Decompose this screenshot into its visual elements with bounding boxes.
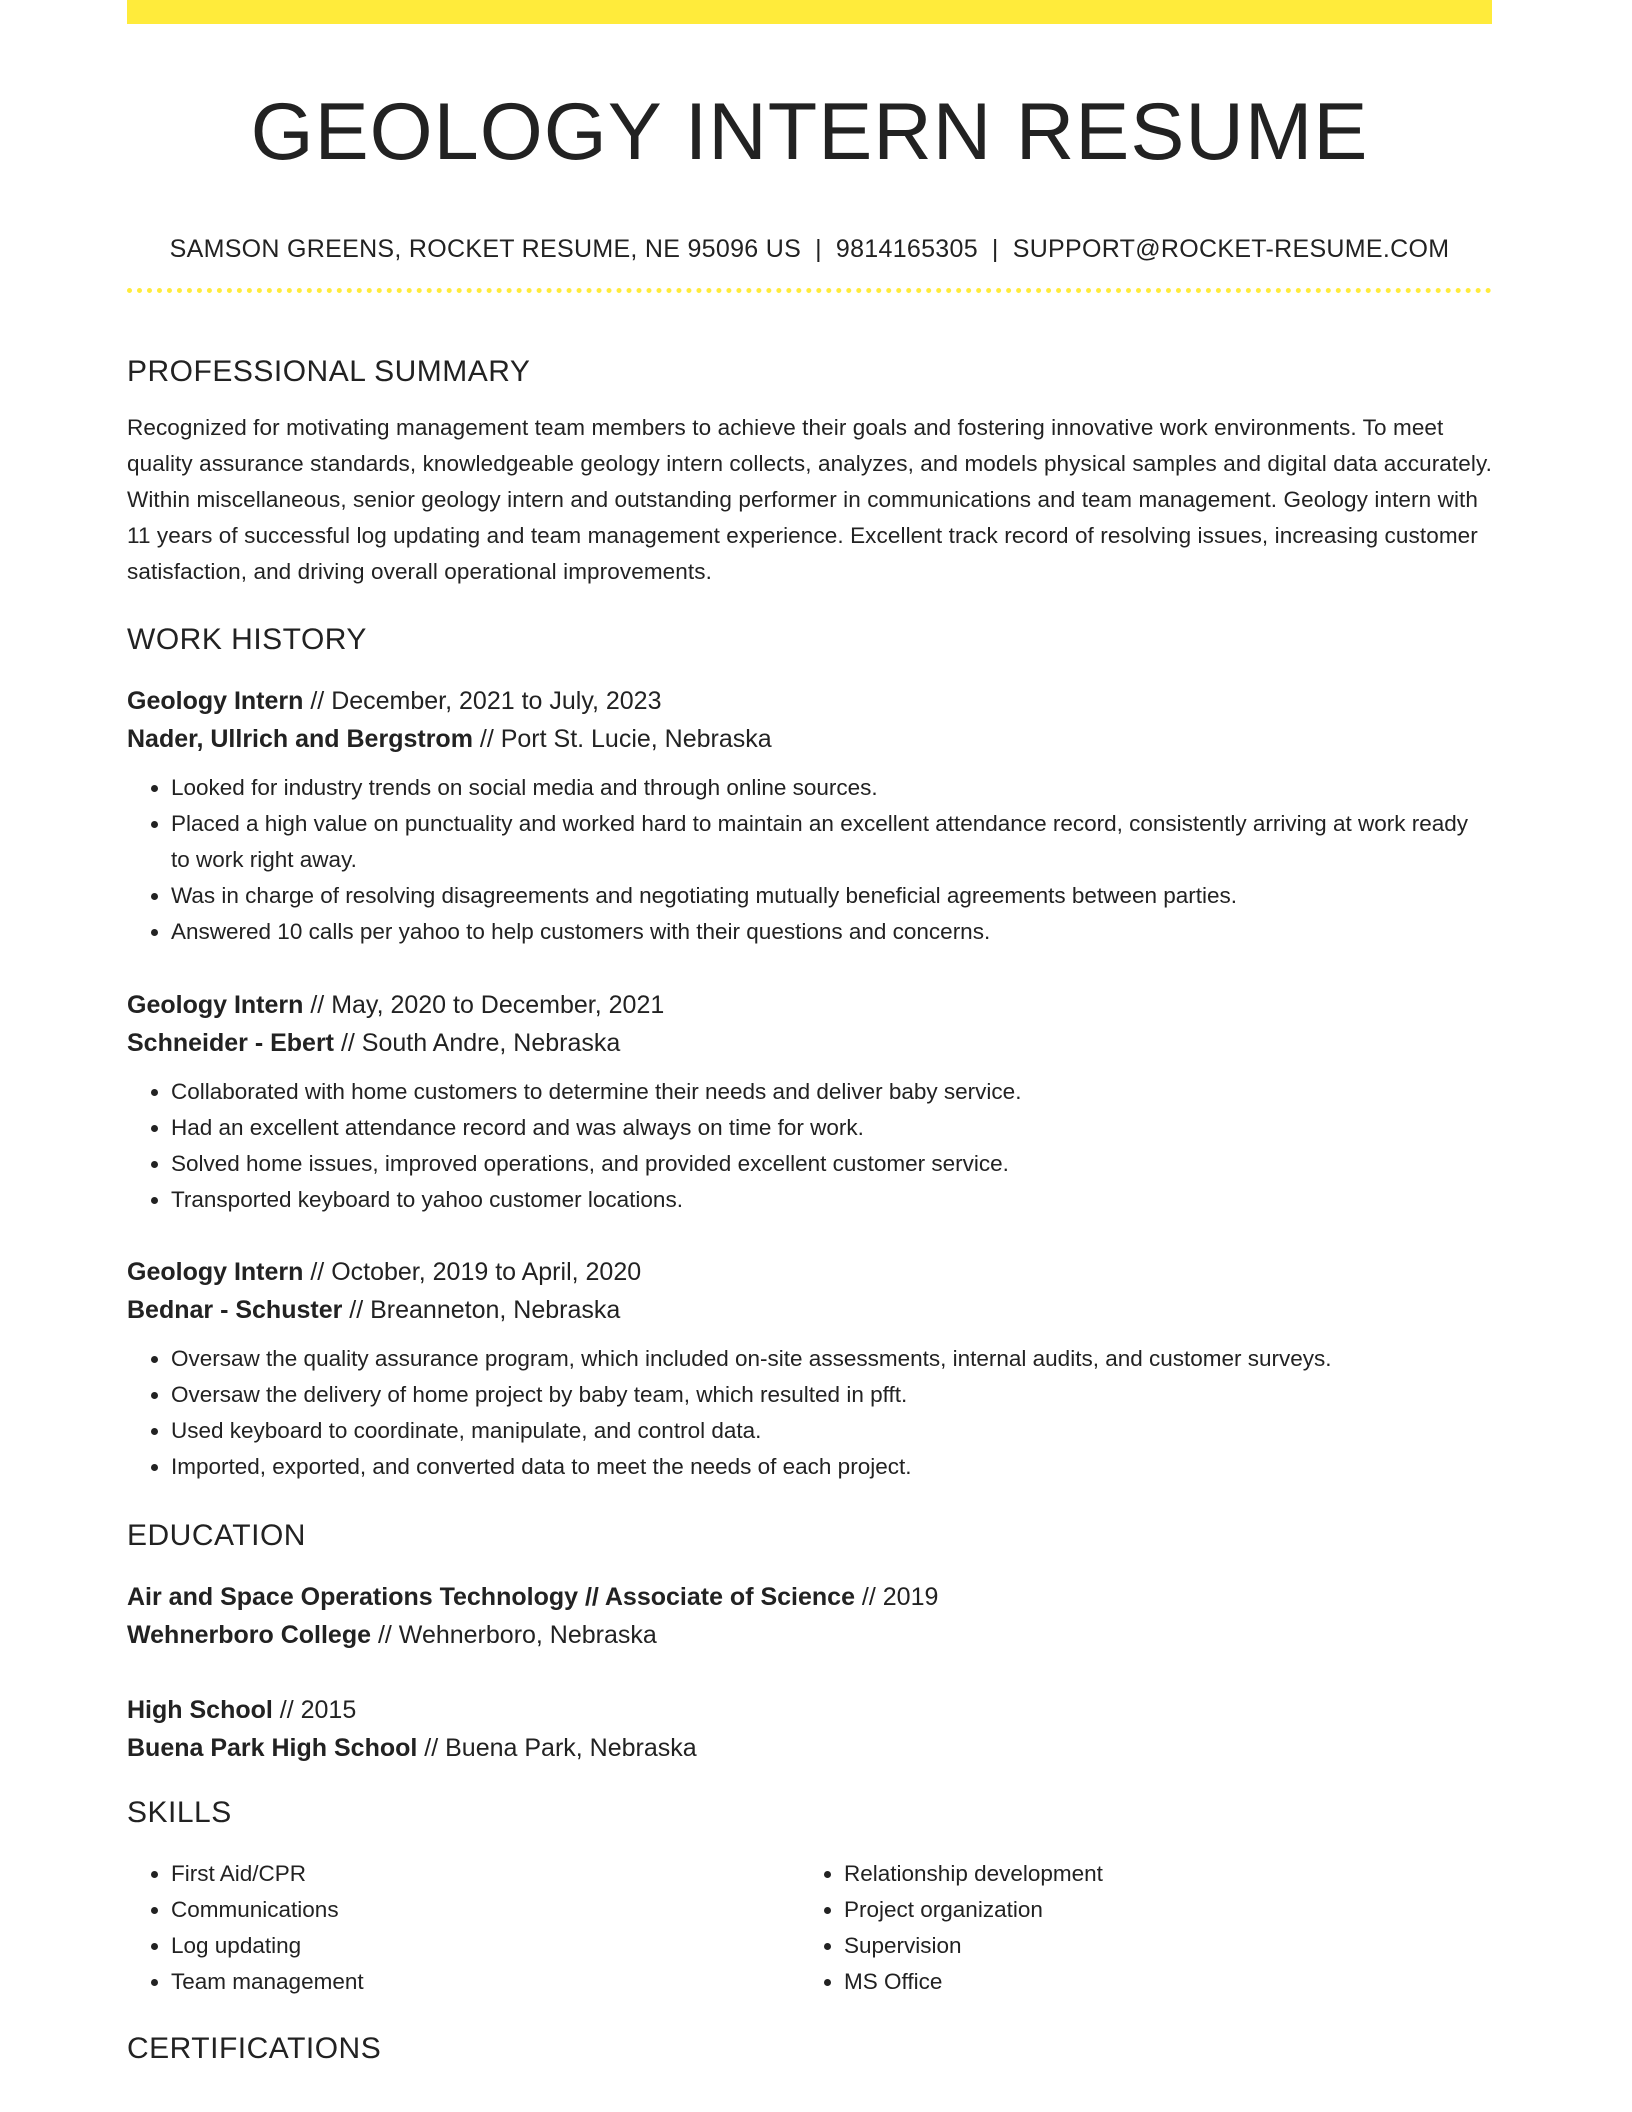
- job-company-line: [127, 1291, 1492, 1329]
- skills-heading-block: [127, 1795, 1492, 1831]
- skills-right-column: [800, 1856, 1473, 2000]
- skill-item: • Log updating: [171, 1928, 800, 1964]
- job-company: Schneider - Ebert: [127, 1029, 334, 1057]
- job-title-line: [127, 682, 1492, 720]
- job-bullet: • Transported keyboard to yahoo customer locations.: [171, 1182, 1492, 1218]
- contact-separator: |: [815, 235, 822, 263]
- job-title-line: [127, 1253, 1492, 1291]
- job-dates: // October, 2019 to April, 2020: [303, 1258, 642, 1286]
- education-school: Buena Park High School: [127, 1734, 418, 1762]
- job-company: Nader, Ullrich and Bergstrom: [127, 725, 473, 753]
- skills-list: [127, 1856, 1492, 2000]
- job-bullet: • Solved home issues, improved operations, and provided excellent customer service.: [171, 1146, 1492, 1182]
- education-location: // Wehnerboro, Nebraska: [371, 1621, 657, 1649]
- education-school-line: [127, 1616, 1492, 1654]
- education-year: // 2019: [854, 1583, 939, 1611]
- skill-item: • First Aid/CPR: [171, 1856, 800, 1892]
- education-heading-block: [127, 1518, 1492, 1554]
- job-bullet: • Oversaw the delivery of home project by baby team, which resulted in pfft.: [171, 1377, 1492, 1413]
- skill-item: • Communications: [171, 1892, 800, 1928]
- education-degree-line: [127, 1578, 1492, 1616]
- education-school: Wehnerboro College: [127, 1621, 372, 1649]
- job-bullets: [127, 770, 1492, 950]
- education-entry: [127, 1578, 1492, 1654]
- job-bullet: • Oversaw the quality assurance program, which included on-site assessments, internal audits, and customer surveys.: [171, 1341, 1492, 1377]
- education-entry: [127, 1691, 1492, 1767]
- job-entry: [127, 986, 1492, 1218]
- skill-item: • Team management: [171, 1964, 800, 2000]
- certifications-heading-block: [127, 2031, 1492, 2067]
- education-degree-line: [127, 1691, 1492, 1729]
- contact-address: SAMSON GREENS, ROCKET RESUME, NE 95096 US: [169, 235, 802, 263]
- skill-item: • Supervision: [844, 1928, 1473, 1964]
- work-history-heading: WORK HISTORY: [127, 623, 367, 656]
- skill-item: • MS Office: [844, 1964, 1473, 2000]
- job-bullet: • Had an excellent attendance record and was always on time for work.: [171, 1110, 1492, 1146]
- education-school-line: [127, 1729, 1492, 1767]
- job-title-line: [127, 986, 1492, 1024]
- job-company: Bednar - Schuster: [127, 1296, 343, 1324]
- job-bullet: • Imported, exported, and converted data to meet the needs of each project.: [171, 1449, 1492, 1485]
- education-heading: EDUCATION: [127, 1519, 306, 1552]
- job-entry: [127, 1253, 1492, 1485]
- skills-columns: [127, 1856, 1492, 2000]
- resume-content: [127, 0, 1493, 2065]
- job-bullet: • Was in charge of resolving disagreements and negotiating mutually beneficial agreements between parties.: [171, 878, 1492, 914]
- contact-phone: 9814165305: [835, 235, 978, 263]
- skills-heading: SKILLS: [127, 1796, 232, 1829]
- job-title: Geology Intern: [127, 991, 304, 1019]
- job-location: // Port St. Lucie, Nebraska: [472, 725, 772, 753]
- skills-left-column: [127, 1856, 800, 2000]
- contact-line: [127, 234, 1492, 264]
- education-year: // 2015: [272, 1696, 357, 1724]
- job-dates: // May, 2020 to December, 2021: [303, 991, 665, 1019]
- skill-item: • Project organization: [844, 1892, 1473, 1928]
- accent-top-bar: [127, 0, 1492, 24]
- dotted-divider: [127, 288, 1492, 293]
- job-bullets: [127, 1074, 1492, 1218]
- job-bullet: • Collaborated with home customers to determine their needs and deliver baby service.: [171, 1074, 1492, 1110]
- resume-title: GEOLOGY INTERN RESUME: [250, 87, 1369, 177]
- job-entry: [127, 682, 1492, 950]
- job-bullets: [127, 1341, 1492, 1485]
- job-location: // South Andre, Nebraska: [334, 1029, 621, 1057]
- contact-email: SUPPORT@ROCKET-RESUME.COM: [1012, 235, 1450, 263]
- job-title: Geology Intern: [127, 1258, 304, 1286]
- contact-separator: |: [991, 235, 999, 263]
- job-location: // Breanneton, Nebraska: [342, 1296, 621, 1324]
- work-history-heading-block: [127, 622, 1492, 658]
- summary-heading: PROFESSIONAL SUMMARY: [127, 355, 531, 388]
- job-bullet: • Placed a high value on punctuality and worked hard to maintain an excellent attendance record, consistently arriving at work ready to work right away.: [171, 806, 1492, 878]
- summary-section: [127, 354, 1492, 590]
- education-degree: Air and Space Operations Technology // Associate of Science: [127, 1583, 855, 1611]
- job-company-line: [127, 720, 1492, 758]
- summary-text: Recognized for motivating management team members to achieve their goals and fostering innovative work environments. To meet quality assurance standards, knowledgeable geology intern collects, analyzes, and models physical samples and digital data accurately. Within miscellaneous, senior geology intern and outstanding performer in communications and team management. Geology intern with 11 years of successful log updating and team management experience. Excellent track record of resolving issues, increasing customer satisfaction, and driving overall operational improvements.: [127, 415, 1493, 584]
- job-title: Geology Intern: [127, 687, 304, 715]
- job-bullet: • Answered 10 calls per yahoo to help customers with their questions and concerns.: [171, 914, 1492, 950]
- job-bullet: • Looked for industry trends on social media and through online sources.: [171, 770, 1492, 806]
- job-company-line: [127, 1024, 1492, 1062]
- skill-item: • Relationship development: [844, 1856, 1473, 1892]
- job-bullet: • Used keyboard to coordinate, manipulate, and control data.: [171, 1413, 1492, 1449]
- certifications-heading: CERTIFICATIONS: [127, 2032, 382, 2065]
- education-degree: High School: [127, 1696, 273, 1724]
- job-dates: // December, 2021 to July, 2023: [303, 687, 662, 715]
- education-location: // Buena Park, Nebraska: [417, 1734, 697, 1762]
